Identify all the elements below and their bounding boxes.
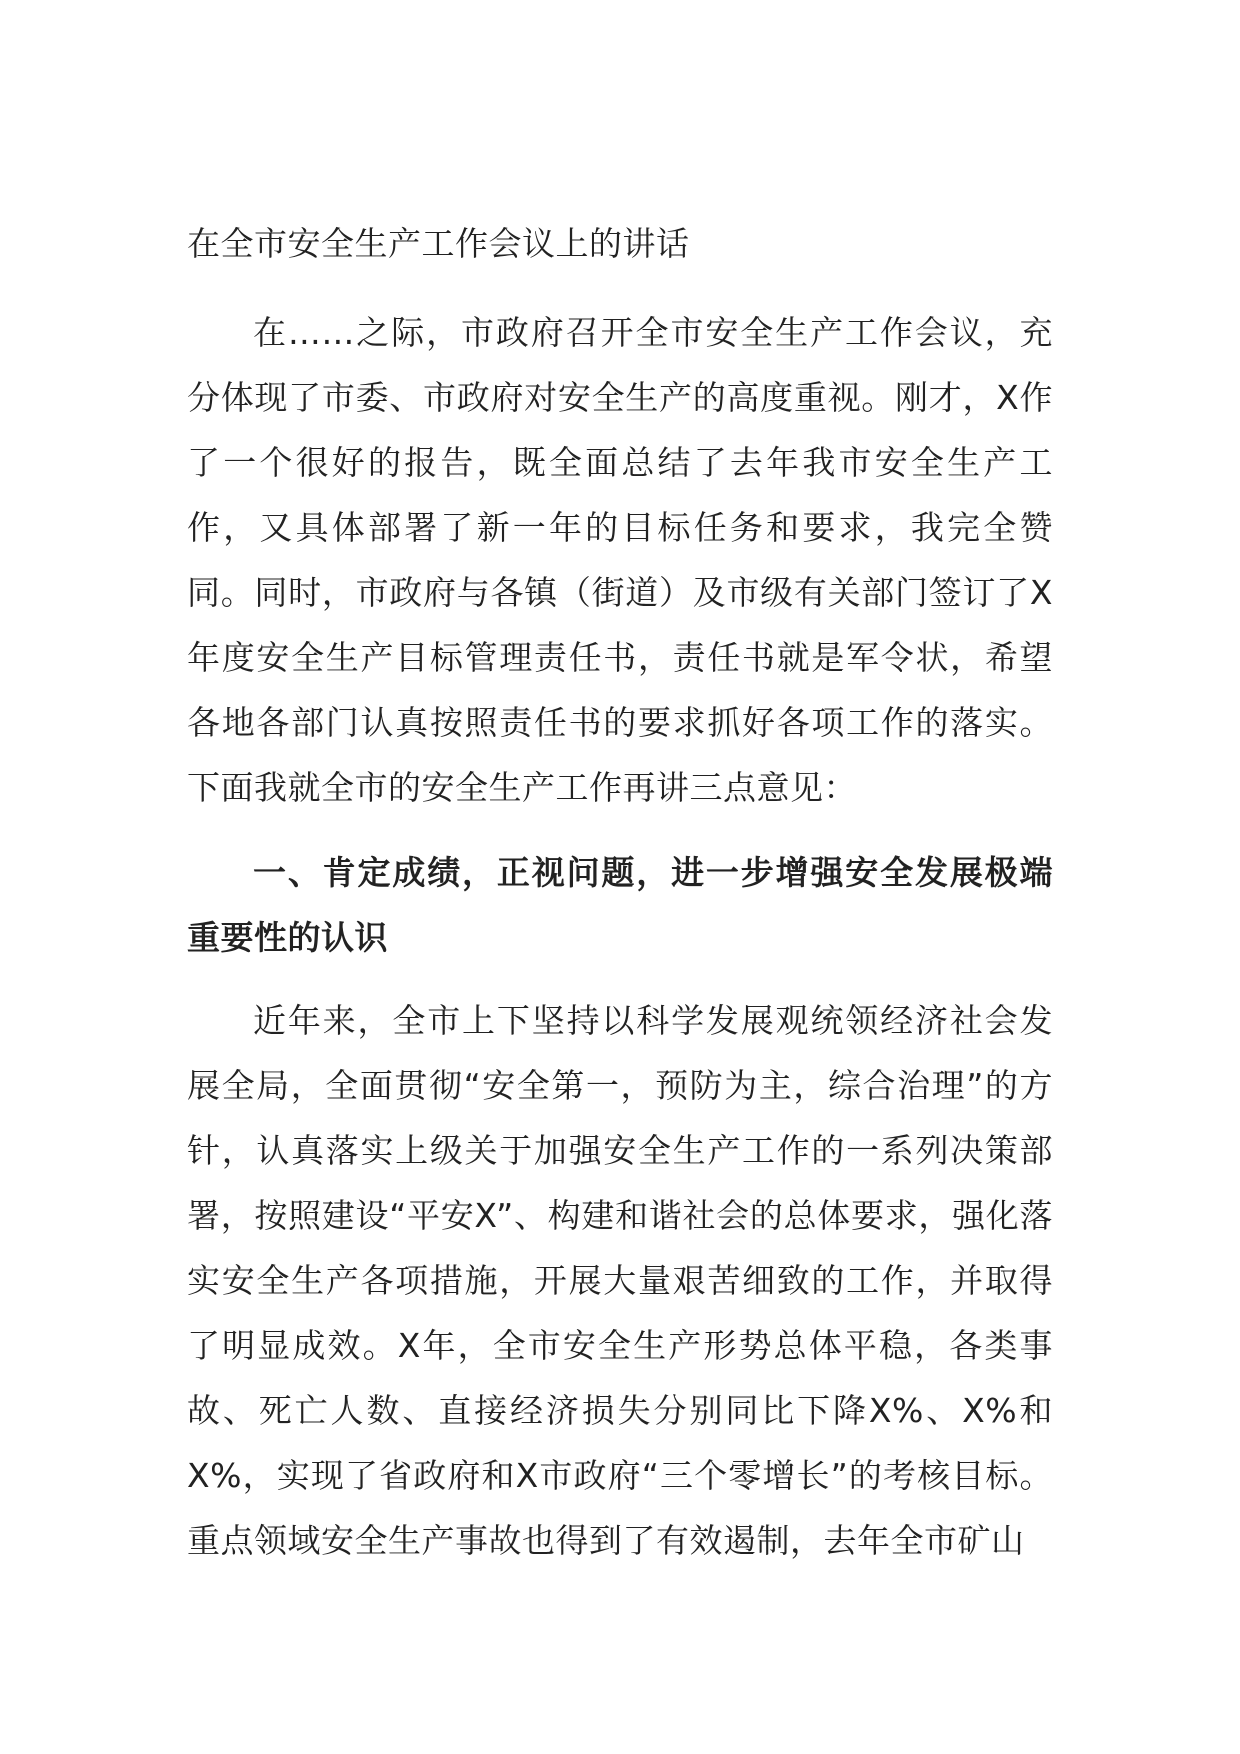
section-heading-1: 一、肯定成绩，正视问题，进一步增强安全发展极端重要性的认识 [187,853,1053,957]
spacer [187,280,1053,300]
document-page [187,212,1053,1573]
document-title: 在全市安全生产工作会议上的讲话 [187,224,690,263]
section-1-paragraph: 近年来，全市上下坚持以科学发展观统领经济社会发展全局，全面贯彻“安全第一，预防为主，综合治理”的方针，认真落实上级关于加强安全生产工作的一系列决策部署，按照建设“平安X”、构建和谐社会的总体要求，强化落实安全生产各项措施，开展大量艰苦细致的工作，并取得了明显成效。X年，全市安全生产形势总体平稳，各类事故、死亡人数、直接经济损失分别同比下降X%、X%和X%，实现了省政府和X市政府“三个零增长”的考核目标。重点领域安全生产事故也得到了有效遏制，去年全市矿山 [187,1001,1053,1560]
intro-paragraph: 在……之际，市政府召开全市安全生产工作会议，充分体现了市委、市政府对安全生产的高度重视。刚才，X作了一个很好的报告，既全面总结了去年我市安全生产工作，又具体部署了新一年的目标任务和要求，我完全赞同。同时，市政府与各镇（街道）及市级有关部门签订了X年度安全生产目标管理责任书，责任书就是军令状，希望各地各部门认真按照责任书的要求抓好各项工作的落实。下面我就全市的安全生产工作再讲三点意见： [187,313,1053,807]
